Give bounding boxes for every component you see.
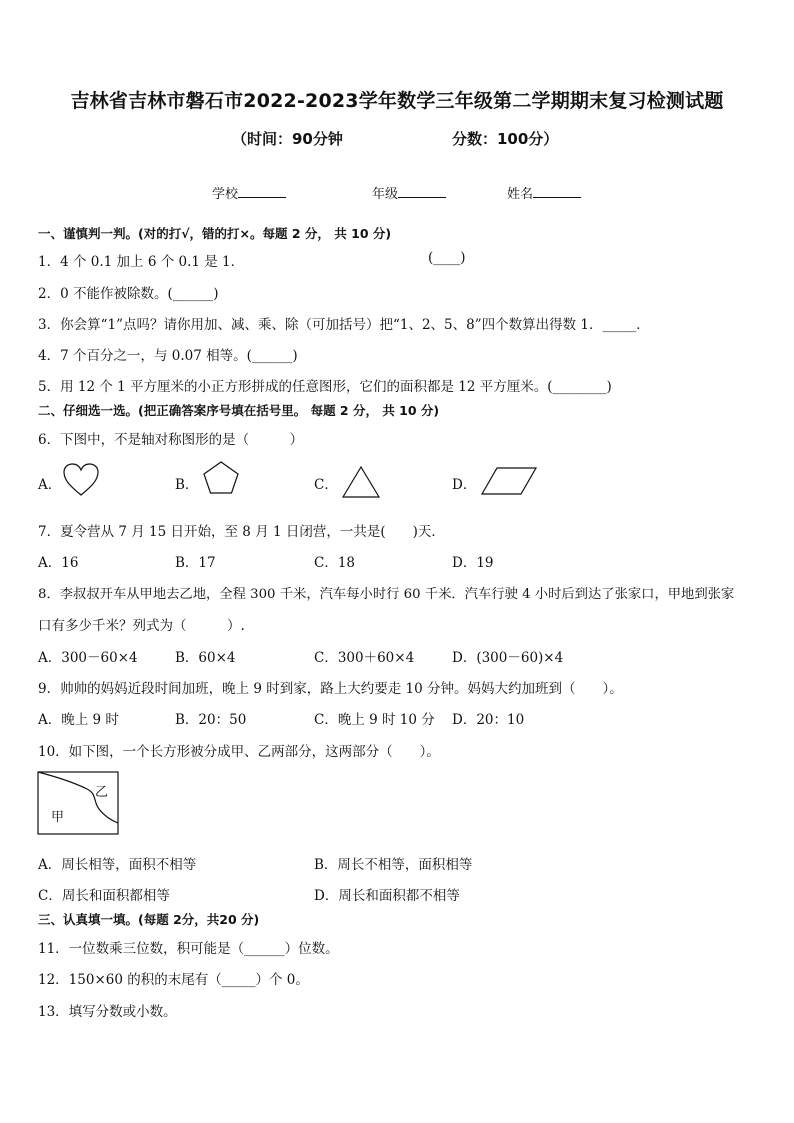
- school-field: [212, 183, 286, 202]
- heart-shape-icon: [62, 462, 100, 498]
- question-1: 1．4 个 0.1 加上 6 个 0.1 是 1．: [38, 254, 245, 270]
- q6-option-b-label: B．: [175, 477, 199, 493]
- region-jia-label: 甲: [51, 810, 65, 825]
- question-12: 12．150×60 的积的末尾有（_____）个 0。: [38, 972, 309, 988]
- section-3-heading: 三、认真填一填。(每题 2分，共20 分): [38, 912, 260, 927]
- q8-option-d: D．(300－60)×4: [452, 650, 564, 666]
- q7-option-d: D．19: [452, 555, 494, 571]
- q6-option-c-label: C．: [314, 477, 338, 493]
- exam-score: 分数：100分）: [452, 130, 559, 148]
- question-13: 13．填写分数或小数。: [38, 1004, 177, 1020]
- q6-option-a-label: A．: [38, 477, 62, 493]
- q10-option-a: A．周长相等，面积不相等: [38, 857, 197, 873]
- region-yi-label: 乙: [95, 785, 109, 800]
- parallelogram-shape-icon: [480, 466, 538, 496]
- question-11: 11．一位数乘三位数，积可能是（______）位数。: [38, 941, 339, 957]
- q10-option-c: C．周长和面积都相等: [38, 888, 170, 904]
- q9-option-b: B．20：50: [175, 712, 247, 728]
- question-1-blank: (____): [428, 250, 466, 266]
- q10-option-d: D．周长和面积都不相等: [314, 888, 460, 904]
- name-blank[interactable]: [533, 185, 581, 198]
- q8-option-b: B．60×4: [175, 650, 236, 666]
- q7-option-c: C．18: [314, 555, 356, 571]
- question-2: 2．0 不能作被除数。(______): [38, 286, 219, 302]
- q8-option-a: A．300－60×4: [38, 650, 138, 666]
- question-8-line-2: 口有多少千米？列式为（ ）.: [38, 618, 245, 634]
- section-2-heading: 二、仔细选一选。(把正确答案序号填在括号里。 每题 2 分， 共 10 分): [38, 403, 440, 418]
- exam-time: （时间：90分钟: [232, 130, 343, 148]
- name-field: [507, 183, 581, 202]
- q9-option-c: C．晚上 9 时 10 分: [314, 712, 435, 728]
- pentagon-shape-icon: [202, 460, 240, 496]
- question-9: 9．帅帅的妈妈近段时间加班，晚上 9 时到家，路上大约要走 10 分钟。妈妈大约加班到（ ）。: [38, 681, 623, 697]
- section-1-heading: 一、谨慎判一判。(对的打√，错的打×。每题 2 分， 共 10 分): [38, 226, 392, 241]
- grade-label: 年级: [372, 187, 399, 202]
- grade-field: [372, 183, 446, 202]
- grade-blank[interactable]: [398, 185, 446, 198]
- question-6: 6．下图中，不是轴对称图形的是（ ）: [38, 432, 304, 448]
- page-title: 吉林省吉林市磐石市2022-2023学年数学三年级第二学期期末复习检测试题: [70, 90, 724, 112]
- q10-option-b: B．周长不相等，面积相等: [314, 857, 473, 873]
- question-4: 4．7 个百分之一，与 0.07 相等。(______): [38, 348, 298, 364]
- name-label: 姓名: [507, 187, 534, 202]
- question-7: 7．夏令营从 7 月 15 日开始，至 8 月 1 日闭营，一共是( )天．: [38, 524, 445, 540]
- q7-option-a: A．16: [38, 555, 79, 571]
- q7-option-b: B．17: [175, 555, 216, 571]
- q8-option-c: C．300＋60×4: [314, 650, 415, 666]
- q9-option-a: A．晚上 9 时: [38, 712, 119, 728]
- question-5: 5．用 12 个 1 平方厘米的小正方形拼成的任意图形，它们的面积都是 12 平方厘米。(________): [38, 379, 612, 395]
- question-8-line-1: 8．李叔叔开车从甲地去乙地，全程 300 千米，汽车每小时行 60 千米．汽车行驶 4 小时后到达了张家口，甲地到张家: [38, 587, 735, 602]
- school-blank[interactable]: [238, 185, 286, 198]
- school-label: 学校: [212, 187, 239, 202]
- question-3: 3．你会算“1”点吗？请你用加、减、乘、除（可加括号）把“1、2、5、8”四个数算出得数 1．_____．: [38, 317, 650, 333]
- triangle-shape-icon: [341, 464, 381, 500]
- q9-option-d: D．20：10: [452, 712, 525, 728]
- question-10: 10．如下图，一个长方形被分成甲、乙两部分，这两部分（ ）。: [38, 744, 440, 760]
- q6-option-d-label: D．: [452, 477, 477, 493]
